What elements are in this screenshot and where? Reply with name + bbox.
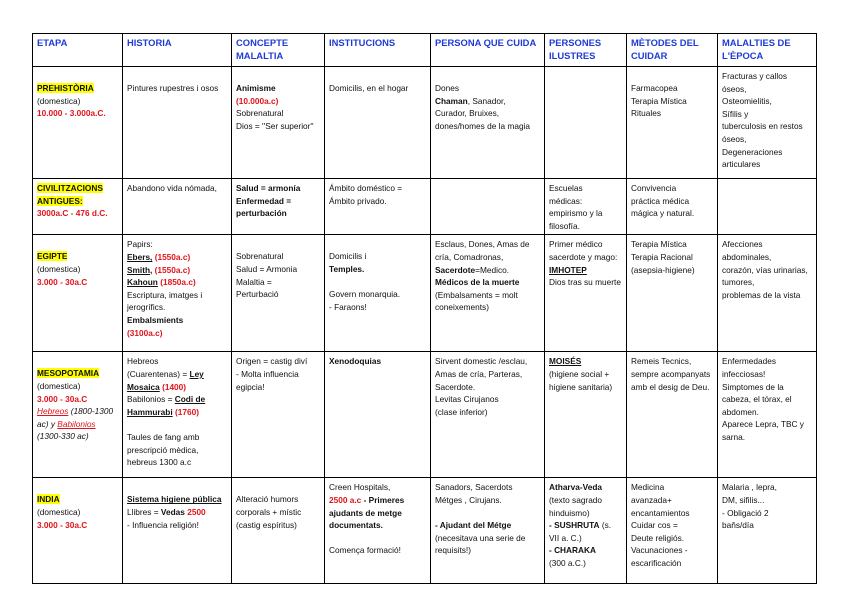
concepte-line: - Molta influencia egipcia! — [236, 368, 299, 392]
vedas-date: 2500 — [187, 506, 206, 517]
malalties-line: DM, sifilis... — [722, 494, 765, 505]
concepte-line: Animisme — [236, 83, 276, 93]
ilustres-line: Dios tras su muerte — [549, 277, 621, 288]
malalties-line: baňs/día — [722, 520, 754, 531]
persona-bold: Sacerdote — [435, 264, 476, 275]
header-concepte-malaltia: CONCEPTE MALALTIA — [232, 34, 325, 67]
historia-bold: Sistema higiene pública — [127, 494, 222, 505]
persona-line: , Sanador, — [467, 95, 506, 106]
ilustres-line: médicas: — [549, 195, 583, 206]
codi-hammurabi-date: (1760) — [174, 406, 199, 417]
concepte-cell — [232, 67, 325, 179]
metodes-line: encantamientos — [631, 507, 690, 518]
concepte-line: Perturbació — [236, 289, 279, 300]
metodes-line: sempre acompanyats amb el desig de Deu. — [631, 368, 711, 392]
concepte-cell — [232, 235, 325, 352]
malalties-line: Enfermedades infecciosas! — [722, 356, 776, 379]
etapa-babilonios: Babilonios — [57, 418, 96, 429]
institucions-line: Creen Hospitals, — [329, 482, 391, 493]
papyrus-smith-date: (1550a.c) — [154, 264, 191, 275]
metodes-line: avanzada+ — [631, 494, 672, 505]
concepte-line: Enfermedad = perturbación — [236, 195, 292, 219]
persona-cell — [431, 478, 545, 584]
etapa-name: PREHISTÒRIA — [37, 83, 94, 93]
concepte-cell — [232, 478, 325, 584]
malalties-cell — [718, 478, 817, 584]
ilustres-cell — [545, 67, 627, 179]
row-mesopotamia — [33, 352, 817, 478]
codi-hammurabi: Codi de Hammurabi — [127, 394, 206, 417]
metodes-line: Terapia Mística — [631, 239, 687, 250]
papyrus-ebers: Ebers, — [127, 251, 153, 262]
persona-cell — [431, 352, 545, 478]
persona-line: (Embalsaments = molt coneixements) — [435, 289, 518, 313]
concepte-cell — [232, 352, 325, 478]
historia-date: (3100a.c) — [127, 327, 163, 338]
concepte-line: Salud = armonía — [236, 183, 301, 193]
metodes-cell — [627, 235, 718, 352]
historia-line: - Influencia religión! — [127, 519, 199, 530]
metodes-line: Terapia Mística — [631, 95, 687, 106]
metodes-cell — [627, 478, 718, 584]
metodes-line: escarificación — [631, 557, 682, 568]
etapa-dates: 10.000 - 3.000a.C. — [37, 108, 106, 119]
institucions-cell — [325, 352, 431, 478]
malalties-cell — [718, 179, 817, 235]
metodes-line: (asepsia-higiene) — [631, 264, 695, 275]
etapa-sub: (domestica) — [37, 380, 81, 391]
institucions-bold: Xenodoquias — [329, 356, 382, 367]
institucions-line: Domicilis i — [329, 251, 367, 262]
concepte-line: (castig espíritus) — [236, 519, 297, 530]
malalties-line: Malaria , lepra, — [722, 482, 777, 493]
metodes-line: Deute religiós. — [631, 532, 685, 543]
header-metodes-del-cuidar: MÈTODES DEL CUIDAR — [627, 34, 718, 67]
malalties-line: Osteomielitis, — [722, 96, 772, 107]
historia-line: Hebreos — [127, 356, 159, 367]
ilustres-bold: Atharva-Veda — [549, 482, 603, 493]
ilustres-bold: MOISÉS — [549, 356, 582, 367]
metodes-line: Vacunaciones - — [631, 545, 688, 556]
etapa-cell — [33, 235, 123, 352]
concepte-line: Origen = castig diví — [236, 356, 308, 367]
etapa-name: CIVILITZACIONS ANTIGUES: — [37, 183, 103, 206]
malalties-line: Degeneraciones articulares — [722, 146, 783, 170]
persona-bold: Médicos de la muerte — [435, 277, 520, 288]
concepte-line: Alteració humors — [236, 494, 299, 505]
metodes-line: Convivencia — [631, 183, 677, 193]
ilustres-line: Escuelas — [549, 183, 583, 193]
ilustres-line: empirismo y la filosofía. — [549, 208, 603, 231]
malalties-line: Sífilis y — [722, 108, 749, 119]
persona-line: Levitas Cirujanos — [435, 394, 499, 405]
row-egipte — [33, 235, 817, 352]
etapa-cell — [33, 478, 123, 584]
etapa-cell — [33, 179, 123, 235]
historia-line: Taules de fang amb prescripció mèdica, hebreus 1300 a.c — [127, 431, 200, 468]
persona-bold: Chaman — [435, 95, 468, 106]
header-historia: HISTORIA — [123, 34, 232, 67]
metodes-line: Medicina — [631, 482, 665, 493]
etapa-name: MESOPOTAMIA — [37, 368, 100, 379]
ilustres-line: (300 a.C.) — [549, 557, 586, 568]
malalties-cell — [718, 235, 817, 352]
persona-line: Esclaus, Dones, Amas de cría, Comadronas, — [435, 239, 530, 262]
historia-line: (Cuarentenas) = — [127, 368, 190, 379]
historia-cell — [123, 67, 232, 179]
malalties-line: corazón, vías urinarias, — [722, 264, 808, 275]
malalties-line: tumores, — [722, 277, 755, 288]
header-etapa: ETAPA — [33, 34, 123, 67]
institucions-cell — [325, 179, 431, 235]
header-persona-que-cuida: PERSONA QUE CUIDA — [431, 34, 545, 67]
ilustres-line: (higiene social + higiene sanitaria) — [549, 368, 613, 392]
row-prehistoria — [33, 67, 817, 179]
institucions-date: 2500 a.c — [329, 494, 362, 505]
ilustres-bold: IMHOTEP — [549, 264, 587, 275]
etapa-dates: 3.000 - 30a.C — [37, 276, 88, 287]
persona-line: Sanadors, Sacerdots Métges , Cirujans. — [435, 482, 513, 505]
header-malalties-epoca: MALALTIES DE L'ÈPOCA — [718, 34, 817, 67]
ilustres-cell — [545, 352, 627, 478]
persona-line: Dones — [435, 83, 459, 93]
etapa-dates: 3.000 - 30a.C — [37, 519, 88, 530]
header-row — [33, 34, 817, 67]
institucions-bold: - Primeres ajudants de metge documentats. — [329, 494, 405, 531]
malalties-cell — [718, 352, 817, 478]
institucions-line: Comença formació! — [329, 545, 401, 556]
ilustres-cell — [545, 179, 627, 235]
concepte-line: corporals + místic — [236, 506, 302, 517]
historia-text: Pintures rupestres i osos — [127, 83, 219, 93]
persona-line: =Medico. — [475, 264, 510, 275]
historia-line: Babilonios = — [127, 394, 175, 405]
persona-line: (necesitava una serie de requisits!) — [435, 532, 526, 556]
historia-line: Papirs: — [127, 239, 153, 250]
historia-cell — [123, 352, 232, 478]
institucions-cell — [325, 235, 431, 352]
malalties-line: Simptomes de la cabeza, el tórax, el abdomen. — [722, 381, 792, 417]
row-india — [33, 478, 817, 584]
persona-line: (clase inferior) — [435, 406, 488, 417]
persona-cell — [431, 235, 545, 352]
etapa-sub: (domestica) — [37, 263, 81, 274]
persona-cell — [431, 67, 545, 179]
malalties-line: Afecciones abdominales, — [722, 239, 772, 262]
ley-mosaica: Ley Mosaica — [127, 368, 204, 392]
etapa-hebreos-dates: (1800-1300 ac) y — [37, 406, 114, 429]
malalties-cell — [718, 67, 817, 179]
institucions-line: Govern monarquia. — [329, 289, 401, 300]
concepte-line: Sobrenatural — [236, 251, 284, 262]
ilustres-bold: - SUSHRUTA — [549, 520, 600, 531]
papyrus-kahoun-date: (1850a.c) — [160, 277, 196, 288]
header-persones-ilustres: PERSONES ILUSTRES — [545, 34, 627, 67]
etapa-hebreos: Hebreos — [37, 406, 69, 417]
concepte-line: Sobrenatural — [236, 108, 284, 119]
concepte-cell — [232, 179, 325, 235]
malalties-line: Fracturas y callos óseos, — [722, 71, 788, 94]
malalties-line: Aparece Lepra, TBC y sarna. — [722, 419, 804, 442]
metodes-cell — [627, 179, 718, 235]
row-civilitzacions — [33, 179, 817, 235]
persona-line: Curador, Bruixes, — [435, 108, 500, 119]
metodes-line: práctica médica mágica y natural. — [631, 195, 695, 219]
papyrus-ebers-date: (1550a.c) — [154, 251, 191, 262]
etapa-dates: 3000a.C - 476 d.C. — [37, 208, 108, 219]
persona-cell — [431, 179, 545, 235]
etapa-dates: 3.000 - 30a.C — [37, 393, 88, 404]
institucions-line: - Faraons! — [329, 301, 367, 312]
concepte-date: (10.000a.c) — [236, 95, 279, 106]
ley-mosaica-date: (1400) — [162, 381, 187, 392]
concepte-line: Malaltia = — [236, 276, 272, 287]
ilustres-bold: - CHARAKA — [549, 545, 597, 556]
institucions-cell — [325, 67, 431, 179]
etapa-name: EGIPTE — [37, 251, 68, 262]
institucions-text: Domicilis, en el hogar — [329, 83, 409, 93]
institucions-bold: Temples. — [329, 263, 365, 274]
persona-line: Sirvent domestic /esclau, Amas de cría, Parteras, Sacerdote. — [435, 356, 528, 392]
header-institucions: INSTITUCIONS — [325, 34, 431, 67]
etapa-sub: (domestica) — [37, 95, 81, 106]
malalties-line: problemas de la vista — [722, 289, 801, 300]
ilustres-line: (s. VII a. C.) — [549, 520, 612, 543]
institucions-line: Ámbito privado. — [329, 195, 387, 206]
metodes-cell — [627, 67, 718, 179]
metodes-line: Rituales — [631, 108, 661, 119]
papyrus-kahoun: Kahoun — [127, 277, 158, 288]
metodes-line: Remeis Tecnics, — [631, 356, 692, 367]
etapa-cell — [33, 67, 123, 179]
historia-bold: Embalsmients — [127, 314, 184, 325]
institucions-line: Ámbito doméstico = — [329, 183, 403, 193]
ilustres-cell — [545, 478, 627, 584]
concepte-line: Salud = Armonia — [236, 263, 298, 274]
ilustres-line: Primer médico sacerdote y mago: — [549, 239, 618, 262]
historia-cell — [123, 235, 232, 352]
historia-line: Escriptura, imatges i jerogrífics. — [127, 289, 203, 313]
historia-line: Llibres = — [127, 506, 161, 517]
history-of-care-table — [32, 33, 817, 584]
historia-cell — [123, 478, 232, 584]
ilustres-line: (texto sagrado hinduismo) — [549, 494, 603, 518]
etapa-name: INDIA — [37, 494, 60, 505]
ilustres-cell — [545, 235, 627, 352]
etapa-cell — [33, 352, 123, 478]
metodes-line: Terapia Racional — [631, 251, 693, 262]
historia-text: Abandono vida nómada, — [127, 183, 217, 193]
metodes-line: Farmacopea — [631, 83, 678, 93]
concepte-line: Dios = ''Ser superior'' — [236, 120, 314, 131]
institucions-cell — [325, 478, 431, 584]
historia-cell — [123, 179, 232, 235]
persona-bold: - Ajudant del Métge — [435, 520, 512, 531]
malalties-line: - Obligació 2 — [722, 507, 769, 518]
metodes-line: Cuidar cos = — [631, 520, 678, 531]
etapa-sub: (domestica) — [37, 506, 81, 517]
malalties-line: tuberculosis en restos óseos, — [722, 121, 803, 144]
metodes-cell — [627, 352, 718, 478]
vedas: Vedas — [160, 506, 185, 517]
etapa-babilonios-dates: (1300-330 ac) — [37, 431, 89, 442]
persona-line: dones/homes de la magia — [435, 120, 531, 131]
papyrus-smith: Smith, — [127, 264, 153, 275]
